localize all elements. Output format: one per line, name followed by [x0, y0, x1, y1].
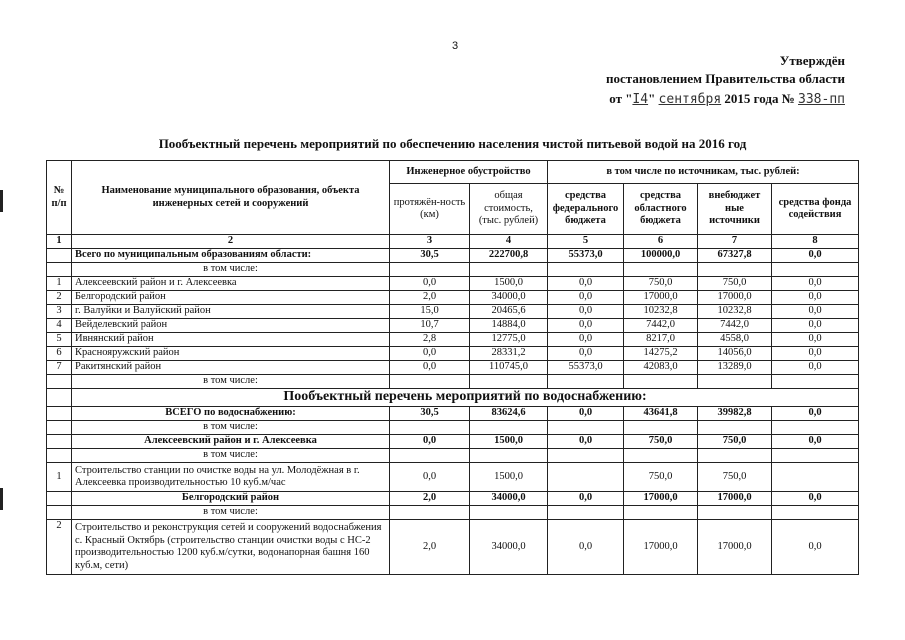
table-row [47, 361, 859, 375]
header-total-cost: общая стоимость, (тыс. рублей) [470, 184, 548, 235]
cell-length: 30,5 [390, 407, 470, 421]
header-regional: средства областного бюджета [624, 184, 698, 235]
district-subtotal-row [47, 492, 859, 506]
cell-fund: 0,0 [772, 277, 859, 291]
including-row [47, 449, 859, 463]
cell-federal: 0,0 [548, 347, 624, 361]
row-num: 3 [47, 305, 72, 319]
cell-length: 0,0 [390, 463, 470, 492]
header-length: протяжён-ность (км) [390, 184, 470, 235]
cell-length: 30,5 [390, 249, 470, 263]
cell-length: 2,0 [390, 492, 470, 506]
cell-length: 15,0 [390, 305, 470, 319]
including-row [47, 375, 859, 389]
including-label: в том числе: [72, 449, 390, 463]
cell-regional: 17000,0 [624, 520, 698, 575]
approval-quote: " [648, 91, 656, 106]
including-label: в том числе: [72, 421, 390, 435]
row-num: 7 [47, 361, 72, 375]
cell-extrabudget: 750,0 [698, 463, 772, 492]
row-num: 2 [47, 520, 72, 575]
cell-regional: 8217,0 [624, 333, 698, 347]
cell-length: 2,0 [390, 291, 470, 305]
cell-total: 34000,0 [470, 520, 548, 575]
cell-regional: 750,0 [624, 463, 698, 492]
cell-federal [548, 463, 624, 492]
column-number-row [47, 235, 859, 249]
row-name: г. Валуйки и Валуйский район [72, 305, 390, 319]
row-num: 1 [47, 277, 72, 291]
cell-federal: 55373,0 [548, 361, 624, 375]
row-name: Строительство станции по очистке воды на ул. Молодёжная в г. Алексеевка производительностью 10 куб.м/час [72, 463, 390, 492]
cell-total: 28331,2 [470, 347, 548, 361]
row-num: 5 [47, 333, 72, 347]
colnum: 6 [624, 235, 698, 249]
cell-fund: 0,0 [772, 492, 859, 506]
header-extrabudget: внебюджет ные источники [698, 184, 772, 235]
colnum: 7 [698, 235, 772, 249]
cell-regional: 750,0 [624, 277, 698, 291]
including-row [47, 421, 859, 435]
cell-fund: 0,0 [772, 361, 859, 375]
total-water-row [47, 407, 859, 421]
cell-extrabudget: 17000,0 [698, 492, 772, 506]
cell-total: 34000,0 [470, 492, 548, 506]
total-all-row [47, 249, 859, 263]
cell-regional: 42083,0 [624, 361, 698, 375]
including-row [47, 263, 859, 277]
header-sources: в том числе по источникам, тыс. рублей: [548, 161, 859, 184]
cell-extrabudget: 13289,0 [698, 361, 772, 375]
cell-length: 0,0 [390, 435, 470, 449]
measures-table [46, 160, 859, 575]
including-row [47, 506, 859, 520]
header-num: № п/п [47, 161, 72, 235]
colnum: 8 [772, 235, 859, 249]
cell-federal: 0,0 [548, 305, 624, 319]
row-name: Строительство и реконструкция сетей и сооружений водоснабжения с. Красный Октябрь (строительство станции очистки воды с НС-2 производительностью 1200 куб.м/сутки, водонапорная башня 160 куб.м, сети) [72, 520, 390, 575]
cell-fund: 0,0 [772, 305, 859, 319]
approval-decree-number: 338-пп [798, 92, 845, 107]
cell-federal: 0,0 [548, 520, 624, 575]
table-row [47, 291, 859, 305]
including-label: в том числе: [72, 263, 390, 277]
cell-total: 110745,0 [470, 361, 548, 375]
header-federal: средства федерального бюджета [548, 184, 624, 235]
table-row [47, 333, 859, 347]
page-number: 3 [452, 40, 459, 52]
cell-total: 20465,6 [470, 305, 548, 319]
cell-length: 0,0 [390, 347, 470, 361]
cell-total: 1500,0 [470, 435, 548, 449]
row-num: 6 [47, 347, 72, 361]
cell-fund: 0,0 [772, 347, 859, 361]
scan-edge-mark [0, 488, 3, 510]
cell-regional: 17000,0 [624, 492, 698, 506]
table-row [47, 347, 859, 361]
header-row [47, 161, 859, 184]
cell-regional: 17000,0 [624, 291, 698, 305]
cell-extrabudget: 14056,0 [698, 347, 772, 361]
cell-extrabudget: 39982,8 [698, 407, 772, 421]
cell-fund: 0,0 [772, 249, 859, 263]
cell-length: 0,0 [390, 361, 470, 375]
colnum: 1 [47, 235, 72, 249]
including-label: в том числе: [72, 506, 390, 520]
cell-federal: 55373,0 [548, 249, 624, 263]
table-row [47, 319, 859, 333]
row-name: Всего по муниципальным образованиям области: [72, 249, 390, 263]
approval-from: от " [609, 91, 633, 106]
cell-federal: 0,0 [548, 291, 624, 305]
approval-date-line [609, 91, 845, 107]
row-name: Вейделевский район [72, 319, 390, 333]
cell-length: 2,0 [390, 520, 470, 575]
cell-total: 222700,8 [470, 249, 548, 263]
cell-total: 12775,0 [470, 333, 548, 347]
row-name: Ракитянский район [72, 361, 390, 375]
colnum: 3 [390, 235, 470, 249]
section-title-row [47, 389, 859, 407]
row-num: 1 [47, 463, 72, 492]
section-title: Пообъектный перечень мероприятий по водоснабжению: [72, 389, 859, 407]
cell-total: 1500,0 [470, 277, 548, 291]
cell-total: 14884,0 [470, 319, 548, 333]
approval-heading: Утверждён [779, 53, 845, 68]
row-name: Краснояружский район [72, 347, 390, 361]
row-name: Алексеевский район и г. Алексеевка [72, 277, 390, 291]
cell-federal: 0,0 [548, 407, 624, 421]
cell-extrabudget: 17000,0 [698, 520, 772, 575]
cell-federal: 0,0 [548, 333, 624, 347]
cell-federal: 0,0 [548, 319, 624, 333]
approval-day: I4 [632, 92, 649, 107]
cell-regional: 7442,0 [624, 319, 698, 333]
scan-edge-mark [0, 190, 3, 212]
cell-total: 1500,0 [470, 463, 548, 492]
cell-extrabudget: 7442,0 [698, 319, 772, 333]
cell-extrabudget: 750,0 [698, 277, 772, 291]
object-row [47, 520, 859, 575]
object-row [47, 463, 859, 492]
table-row [47, 277, 859, 291]
cell-fund: 0,0 [772, 407, 859, 421]
cell-federal: 0,0 [548, 492, 624, 506]
cell-length: 2,8 [390, 333, 470, 347]
cell-regional: 43641,8 [624, 407, 698, 421]
colnum: 5 [548, 235, 624, 249]
cell-federal: 0,0 [548, 435, 624, 449]
approval-month: сентября [658, 92, 722, 107]
cell-extrabudget: 17000,0 [698, 291, 772, 305]
row-name: Белгородский район [72, 492, 390, 506]
header-fund: средства фонда содействия [772, 184, 859, 235]
approval-year-number: 2015 года № [724, 91, 795, 106]
cell-length: 10,7 [390, 319, 470, 333]
cell-fund: 0,0 [772, 319, 859, 333]
header-engineering: Инженерное обустройство [390, 161, 548, 184]
table-row [47, 305, 859, 319]
row-name: ВСЕГО по водоснабжению: [72, 407, 390, 421]
cell-fund: 0,0 [772, 333, 859, 347]
cell-extrabudget: 750,0 [698, 435, 772, 449]
cell-fund: 0,0 [772, 520, 859, 575]
cell-regional: 100000,0 [624, 249, 698, 263]
row-num: 4 [47, 319, 72, 333]
cell-total: 83624,6 [470, 407, 548, 421]
document-title: Пообъектный перечень мероприятий по обеспечению населения чистой питьевой водой на 2016 год [158, 136, 747, 151]
cell-fund: 0,0 [772, 291, 859, 305]
cell-extrabudget: 10232,8 [698, 305, 772, 319]
row-num: 2 [47, 291, 72, 305]
cell-regional: 10232,8 [624, 305, 698, 319]
cell-fund [772, 463, 859, 492]
colnum: 2 [72, 235, 390, 249]
cell-regional: 14275,2 [624, 347, 698, 361]
cell-total: 34000,0 [470, 291, 548, 305]
cell-regional: 750,0 [624, 435, 698, 449]
cell-extrabudget: 4558,0 [698, 333, 772, 347]
header-name: Наименование муниципального образования, объекта инженерных сетей и сооружений [72, 161, 390, 235]
approval-decree: постановлением Правительства области [606, 71, 845, 86]
row-name: Белгородский район [72, 291, 390, 305]
including-label: в том числе: [72, 375, 390, 389]
cell-fund: 0,0 [772, 435, 859, 449]
row-name: Алексеевский район и г. Алексеевка [72, 435, 390, 449]
row-name: Ивнянский район [72, 333, 390, 347]
cell-federal: 0,0 [548, 277, 624, 291]
cell-length: 0,0 [390, 277, 470, 291]
cell-extrabudget: 67327,8 [698, 249, 772, 263]
district-subtotal-row [47, 435, 859, 449]
colnum: 4 [470, 235, 548, 249]
